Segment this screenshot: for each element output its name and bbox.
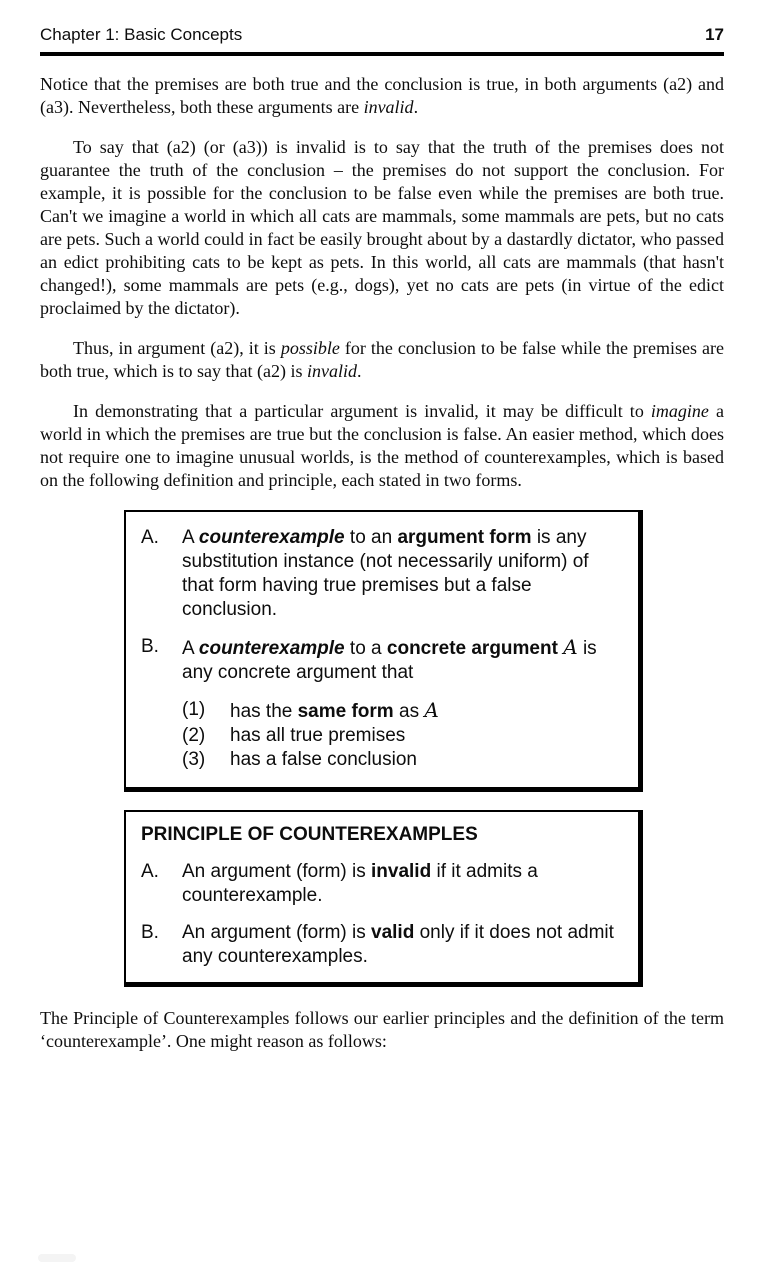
definition-item-b-label: B. bbox=[141, 636, 159, 657]
sublist-item-1 bbox=[182, 698, 624, 724]
sublist-item-3 bbox=[182, 748, 624, 772]
principle-of-counterexamples-box bbox=[124, 810, 643, 987]
paragraph-notice: Notice that the premises are both true and the conclusion is true, in both arguments (a2) and (a3). Nevertheless, both these arguments are invalid. bbox=[40, 74, 724, 117]
sublist-item-1-label: (1) bbox=[182, 699, 206, 720]
paragraph-to-say: To say that (a2) (or (a3)) is invalid is to say that the truth of the premises does not guarantee the truth of the conclusion – the premises do not support the conclusion. For example, it is possible for the conclusion to be false even while the premises are both true. Can't we imagine a world in which all cats are mammals, some mammals are pets, but no cats are pets. Such a world could in fact be easily brought about by a dastardly dictator, who passed an edict prohibiting cats to be kept as pets. In this world, all cats are mammals (that hasn't changed!), some mammals are pets (e.g., dogs), yet no cats are pets (in virtue of the edict proclaimed by the dictator). bbox=[40, 137, 724, 318]
principle-item-b-text: An argument (form) is valid only if it does not admit any counterexamples. bbox=[182, 922, 614, 967]
definition-item-b-sublist bbox=[182, 698, 624, 772]
paragraph-in-demonstrating: In demonstrating that a particular argument is invalid, it may be difficult to imagine a world in which the premises are true but the conclusion is false. An easier method, which does not require one to imagine unusual worlds, is the method of counterexamples, which is based on the following definition and principle, each stated in two forms. bbox=[40, 401, 724, 490]
sublist-item-2-text: has all true premises bbox=[230, 725, 406, 746]
principle-box-title: PRINCIPLE OF COUNTEREXAMPLES bbox=[141, 824, 478, 845]
principle-item-b bbox=[141, 921, 624, 969]
definition-item-a-text: A counterexample to an argument form is any substitution instance (not necessarily uniform) of that form having true premises but a false conclusion. bbox=[182, 527, 589, 620]
definition-item-b bbox=[141, 635, 624, 772]
principle-item-b-label: B. bbox=[141, 922, 159, 943]
sublist-item-2-label: (2) bbox=[182, 725, 206, 746]
sublist-item-2 bbox=[182, 724, 624, 748]
sublist-item-1-text: has the same form as A bbox=[230, 698, 439, 722]
principle-item-a-label: A. bbox=[141, 861, 159, 882]
counterexample-definition-box bbox=[124, 510, 643, 792]
scan-smudge bbox=[38, 1254, 76, 1262]
principle-item-a-text: An argument (form) is invalid if it admits a counterexample. bbox=[182, 861, 538, 906]
sublist-item-3-text: has a false conclusion bbox=[230, 749, 417, 770]
principle-item-a bbox=[141, 860, 624, 908]
sublist-item-3-label: (3) bbox=[182, 749, 206, 770]
definition-item-a-label: A. bbox=[141, 527, 159, 548]
page-number: 17 bbox=[705, 25, 724, 44]
running-header bbox=[40, 25, 724, 56]
chapter-title: Chapter 1: Basic Concepts bbox=[40, 25, 243, 44]
definition-item-a bbox=[141, 526, 624, 622]
definition-item-b-text: A counterexample to a concrete argument A is any concrete argument that bbox=[182, 635, 597, 683]
paragraph-thus: Thus, in argument (a2), it is possible for the conclusion to be false while the premises are both true, which is to say that (a2) is invalid. bbox=[40, 338, 724, 381]
paragraph-principle-follows: The Principle of Counterexamples follows our earlier principles and the definition of the term ‘counterexample’. One might reason as follows: bbox=[40, 1008, 724, 1051]
